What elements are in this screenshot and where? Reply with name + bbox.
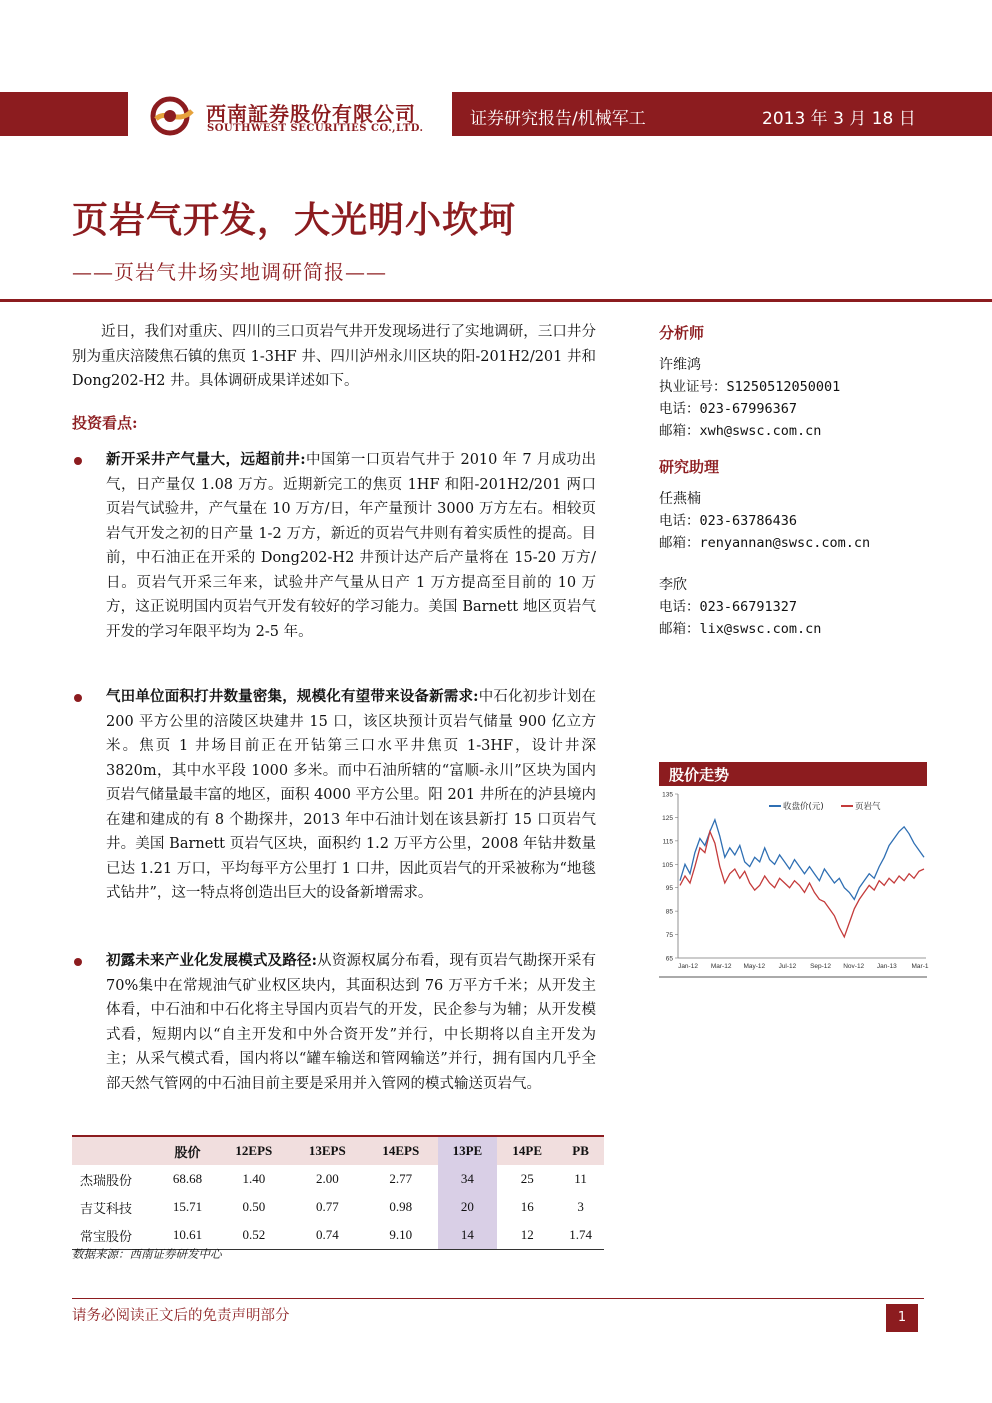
y-tick-label: 85 (665, 908, 673, 916)
logo-icon (148, 95, 196, 137)
table-cell: 2.00 (315, 1171, 339, 1186)
table-cell: 1.40 (242, 1171, 266, 1186)
x-tick-label: May-12 (743, 963, 766, 970)
page-number: 1 (886, 1304, 918, 1332)
table-header-cell: 13EPS (291, 1136, 364, 1165)
table-cell: 14 (438, 1221, 498, 1250)
table-cell: 68.68 (172, 1171, 203, 1186)
bullet-item-3 (106, 949, 596, 1096)
table-row (72, 1165, 604, 1193)
bullet-item-2 (106, 685, 596, 906)
analyst-cert: 执业证号：S1250512050001 (659, 379, 841, 395)
assistant-email[interactable]: 邮箱：lix@swsc.com.cn (659, 621, 822, 637)
table-header-cell: PB (557, 1136, 604, 1165)
table-cell: 2.77 (389, 1171, 413, 1186)
table-header-row (72, 1136, 604, 1165)
footer-divider (72, 1298, 924, 1299)
stock-price-chart (656, 786, 932, 976)
x-tick-label: Mar-1 (911, 963, 929, 970)
bullet-item-1 (106, 448, 596, 644)
report-date: 2013 年 3 月 18 日 (762, 109, 916, 129)
table-cell: 常宝股份 (72, 1221, 158, 1250)
y-tick-label: 125 (662, 814, 673, 822)
table-cell: 0.50 (242, 1199, 266, 1214)
table-header-cell: 12EPS (217, 1136, 290, 1165)
legend-label: 页岩气 (855, 802, 881, 812)
bullet-lead: 气田单位面积打井数量密集，规模化有望带来设备新需求: (106, 688, 479, 705)
y-tick-label: 75 (665, 932, 673, 940)
table-cell: 9.10 (364, 1221, 437, 1250)
series-line-1 (680, 820, 924, 900)
table-cell: 3 (577, 1199, 584, 1214)
y-tick-label: 115 (662, 838, 673, 846)
valuation-table (72, 1135, 604, 1250)
invest-heading: 投资看点: (72, 414, 138, 432)
x-tick-label: Jan-12 (678, 963, 698, 970)
bullet-dot (74, 457, 82, 465)
table-cell: 杰瑞股份 (80, 1173, 133, 1189)
table-cell: 16 (520, 1199, 534, 1214)
footer-disclaimer: 请务必阅读正文后的免责声明部分 (72, 1308, 290, 1324)
table-header-cell: 14EPS (364, 1136, 437, 1165)
x-tick-label: Sep-12 (810, 963, 832, 970)
brand-name-en: SOUTHWEST SECURITIES CO.,LTD. (207, 123, 424, 134)
table-cell: 0.74 (291, 1221, 364, 1250)
table-cell: 0.77 (315, 1199, 339, 1214)
x-tick-label: Mar-12 (710, 963, 732, 970)
chart-bottom-rule (659, 976, 927, 978)
assistant-phone: 电话：023-66791327 (659, 599, 798, 615)
table-header-cell (72, 1136, 158, 1165)
bullet-body: 从资源权属分布看，现有页岩气勘探开采有 70%集中在常规油气矿业权区块内，其面积达到 76 万平方千米；从开发主体看，中石油和中石化将主导国内页岩气的开发，民企参与为辅；从开发模式看，短期内以“自主开发和中外合资开发”并行，中长期将以自主开发为主；从采气模式看，国内将以“罐车输送和管网输送”并行，拥有国内几乎全部天然气管网的中石油目前主要是采用并入管网的模式输送页岩气。 (106, 953, 597, 1092)
table-cell: 10.61 (158, 1221, 217, 1250)
page-title: 页岩气开发，大光明小坎坷 (72, 199, 517, 241)
table-cell: 1.74 (557, 1221, 604, 1250)
table-cell: 15.71 (172, 1199, 203, 1214)
analyst-email[interactable]: 邮箱：xwh@swsc.com.cn (659, 423, 822, 439)
table-cell: 0.98 (389, 1199, 413, 1214)
table-cell: 12 (497, 1221, 557, 1250)
page-subtitle: ——页岩气井场实地调研简报—— (72, 260, 387, 284)
x-tick-label: Jan-13 (876, 963, 897, 970)
x-tick-label: Jul-12 (778, 963, 797, 970)
y-tick-label: 105 (662, 861, 673, 869)
table-cell: 20 (438, 1193, 498, 1221)
brand-name-cn: 西南証券股份有限公司 (206, 102, 416, 126)
series-line-2 (680, 832, 924, 937)
y-tick-label: 135 (662, 791, 673, 799)
assistant-email[interactable]: 邮箱：renyannan@swsc.com.cn (659, 535, 871, 551)
report-type: 证券研究报告/机械军工 (470, 109, 646, 129)
table-header-cell: 14PE (497, 1136, 557, 1165)
table-header-cell: 13PE (438, 1136, 498, 1165)
assistant-name: 任燕楠 (659, 491, 701, 507)
table-cell: 25 (520, 1171, 534, 1186)
title-divider (0, 299, 992, 302)
analyst-heading: 分析师 (659, 324, 705, 342)
y-tick-label: 65 (665, 955, 673, 963)
table-header-cell: 股价 (158, 1136, 217, 1165)
source-note: 数据来源：西南证券研发中心 (72, 1247, 222, 1261)
bullet-dot (74, 694, 82, 702)
table-cell: 吉艾科技 (80, 1201, 133, 1217)
bullet-dot (74, 958, 82, 966)
table-cell: 11 (574, 1171, 587, 1186)
table-row (72, 1193, 604, 1221)
analyst-name: 许维鸿 (659, 357, 701, 373)
intro-paragraph: 近日，我们对重庆、四川的三口页岩气井开发现场进行了实地调研，三口井分别为重庆涪陵焦石镇的焦页 1-3HF 井、四川泸州永川区块的阳-201H2/201 井和 Dong202-H2 井。具体调研成果详述如下。 (72, 324, 596, 389)
assistant-phone: 电话：023-63786436 (659, 513, 798, 529)
table-cell: 0.52 (217, 1221, 290, 1250)
bullet-lead: 初露未来产业化发展模式及路径: (106, 952, 317, 969)
y-tick-label: 95 (665, 885, 673, 893)
assistant-name: 李欣 (659, 577, 687, 593)
x-tick-label: Nov-12 (843, 963, 865, 970)
table-cell: 34 (438, 1165, 498, 1193)
bullet-lead: 新开采井产气量大，远超前井: (106, 451, 306, 468)
bullet-body: 中石化初步计划在 200 平方公里的涪陵区块建井 15 口，该区块预计页岩气储量 900 亿立方米。焦页 1 井场目前正在开钻第三口水平井焦页 1-3HF，设计井深 3820m，其中水平段 1000 多米。而中石油所辖的“富顺-永川”区块为国内页岩气储量最丰富的地区，面积 4000 平方公里。阳 201 井所在的泸县境内在建和建成的有 8 个勘探井，2013 年中石油计划在该县新打 15 口页岩气井。美国 Barnett 页岩气区块，面积约 1.2 万平方公里，2008 年钻井数量已达 1.21 万口，平均每平方公里打 1 口井，因此页岩气的开采被称为“地毯式钻井”，这一特点将创造出巨大的设备新增需求。 (106, 689, 597, 901)
chart-title: 股价走势 (669, 766, 730, 784)
assistant-heading: 研究助理 (659, 458, 720, 476)
analyst-phone: 电话：023-67996367 (659, 401, 798, 417)
legend-label: 收盘价(元) (783, 802, 824, 812)
bullet-body: 中国第一口页岩气井于 2010 年 7 月成功出气，日产量仅 1.08 万方。近期新完工的焦页 1HF 和阳-201H2/201 两口页岩气试验井，产气量在 10 万方/日，年产量预计 3000 万方左右。相较页岩气开发之初的日产量 1-2 万方，新近的页岩气井则有着实质性的提高。目前，中石油正在开采的 Dong202-H2 井预计达产后产量将在 15-20 万方/日。页岩气开采三年来，试验井产气量从日产 1 万方提高至目前的 10 万方，这正说明国内页岩气开发有较好的学习能力。美国 Barnett 地区页岩气开发的学习年限平均为 2-5 年。 (106, 452, 596, 640)
